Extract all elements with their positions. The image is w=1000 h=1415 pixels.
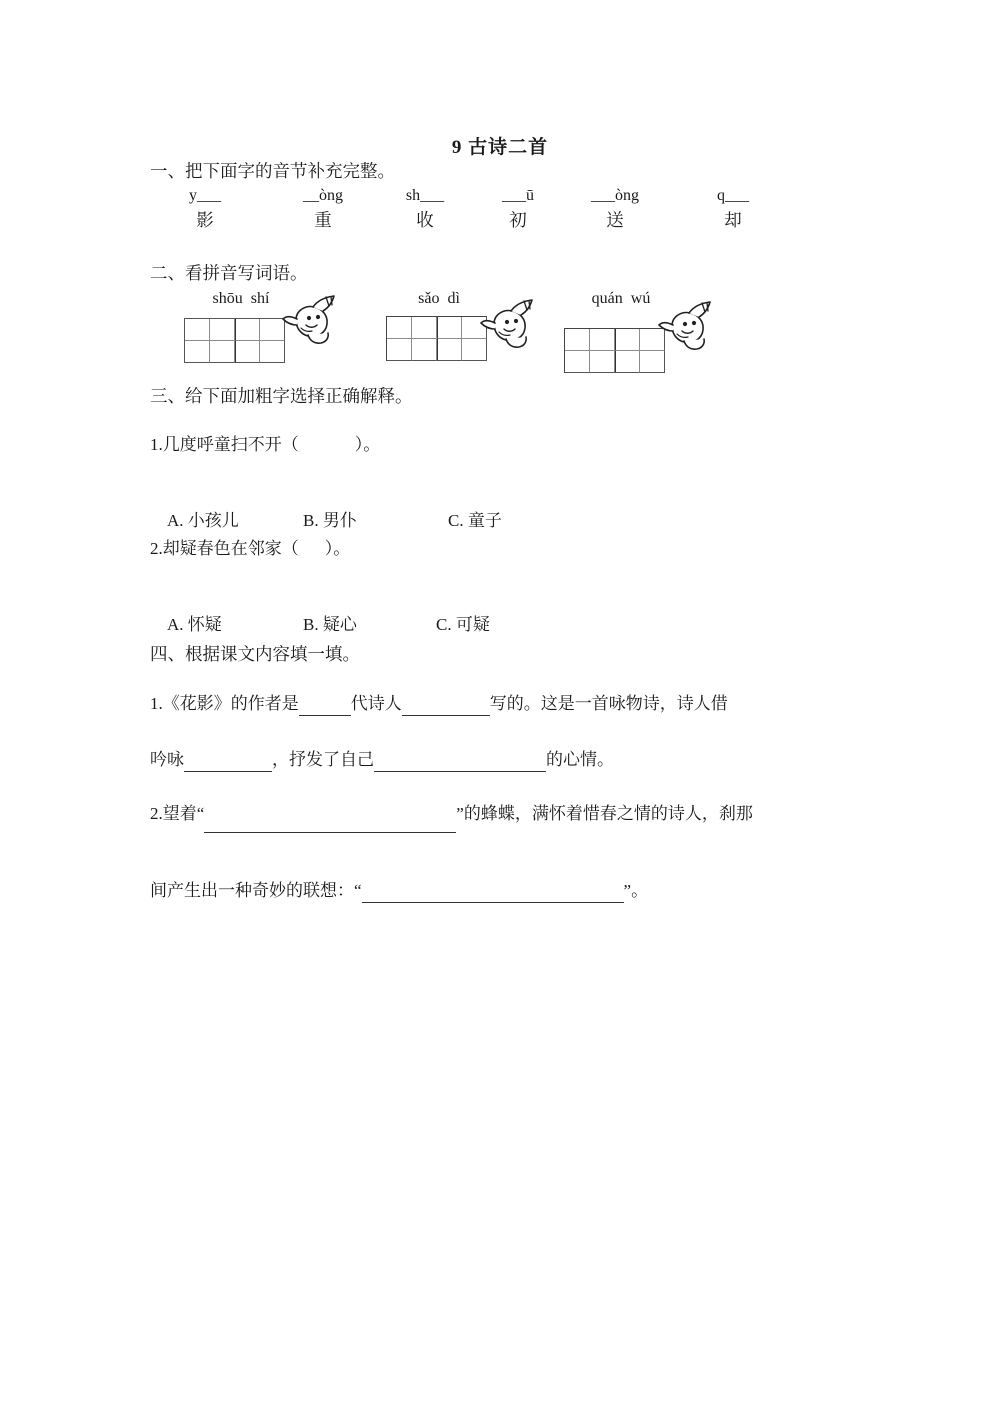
option-c[interactable]: C. 可疑 [436,615,490,634]
grid-cell[interactable] [185,341,210,363]
pinyin-character-3: 收 [416,210,434,230]
grid-cell[interactable] [615,329,640,351]
pinyin-blank-3: sh___ [405,187,445,204]
option-a[interactable]: A. 怀疑 [167,615,222,634]
grid-cell[interactable] [615,351,640,373]
pinyin-blank-6: q___ [717,187,749,204]
question-number: 2. [150,804,163,823]
grid-cell[interactable] [185,319,210,341]
answer-blank[interactable] [184,754,272,772]
answer-blank[interactable] [374,754,546,772]
question-number: 1. [150,694,163,713]
option-b[interactable]: B. 男仆 [303,511,357,530]
write-word-block-1 [170,288,370,388]
q1-text-b: 代诗人 [350,694,402,713]
write-word-pinyin-2: sǎo dì [418,290,460,307]
bird-icon [282,294,344,346]
pinyin-blank-4: ___ū [502,187,534,204]
section-2-heading: 二、看拼音写词语。 [150,263,308,283]
question-stem: 几度呼童扫不开（ [162,435,299,454]
option-a[interactable]: A. 小孩儿 [167,511,239,530]
write-word-pinyin-1: shōu shí [212,290,270,307]
q1-text-d: 吟咏 [150,750,184,769]
option-c[interactable]: C. 童子 [448,511,502,530]
q2-text-a: 望着“ [162,804,205,823]
option-b[interactable]: B. 疑心 [303,615,357,634]
section-4-question-1-line-2 [150,748,614,772]
grid-cell[interactable] [590,351,615,373]
section-1-heading: 一、把下面字的音节补充完整。 [150,161,395,181]
bird-icon [658,300,720,352]
pinyin-item-2 [268,186,378,232]
grid-cell[interactable] [210,341,235,363]
answer-blank[interactable] [362,885,624,903]
writing-grid-1[interactable] [184,318,285,363]
grid-cell[interactable] [210,319,235,341]
section-1-pinyin-row [150,186,870,236]
grid-cell[interactable] [437,339,462,361]
pinyin-blank-1: y___ [189,187,221,204]
grid-cell[interactable] [565,351,590,373]
writing-grid-3[interactable] [564,328,665,373]
pinyin-blank-5: ___òng [591,187,639,204]
pinyin-item-4 [463,186,573,232]
q2-text-d: ”。 [623,881,649,900]
answer-blank[interactable] [402,698,490,716]
q2-text-b: ”的蜂蝶，满怀着惜春之情的诗人，刹那 [456,804,753,823]
section-2-grid-area [150,288,870,388]
answer-blank[interactable] [204,815,456,833]
write-word-pinyin-3: quán wú [591,290,651,307]
pinyin-character-4: 初 [509,210,527,230]
section-4-question-2-line-1 [150,795,862,833]
pinyin-blank-2: __òng [303,187,343,204]
grid-cell[interactable] [387,339,412,361]
pinyin-item-5 [560,186,670,232]
pinyin-character-5: 送 [606,210,624,230]
section-4-question-2-line-2 [150,879,648,903]
grid-cell[interactable] [590,329,615,351]
grid-cell[interactable] [412,339,437,361]
section-4-heading: 四、根据课文内容填一填。 [150,644,360,664]
pinyin-character-1: 影 [196,210,214,230]
grid-cell[interactable] [412,317,437,339]
grid-cell[interactable] [235,341,260,363]
section-3-question-1 [150,433,380,457]
question-number: 1. [150,435,163,454]
writing-grid-2[interactable] [386,316,487,361]
q1-text-a: 《花影》的作者是 [162,694,299,713]
grid-cell[interactable] [565,329,590,351]
question-stem: 却疑春色在邻家（ [162,539,299,558]
section-4-question-1-line-1 [150,692,728,716]
q1-text-c: 写的。这是一首咏物诗，诗人借 [489,694,728,713]
grid-cell[interactable] [235,319,260,341]
pinyin-item-6 [678,186,788,232]
q2-text-c: 间产生出一种奇妙的联想：“ [150,881,362,900]
bird-icon [480,298,542,350]
write-word-block-2 [372,288,572,388]
pinyin-character-6: 却 [724,210,742,230]
pinyin-item-1 [150,186,260,232]
answer-blank[interactable] [299,698,351,716]
grid-cell[interactable] [437,317,462,339]
write-word-block-3 [550,288,750,388]
q1-text-f: 的心情。 [546,750,614,769]
grid-cell[interactable] [387,317,412,339]
question-stem-tail: ）。 [324,539,351,558]
pinyin-character-2: 重 [314,210,332,230]
grid-cell[interactable] [640,351,665,373]
question-stem-tail: ）。 [354,435,381,454]
page-title: 9 古诗二首 [451,137,549,158]
section-3-question-2 [150,537,350,561]
section-3-heading: 三、给下面加粗字选择正确解释。 [150,386,413,406]
question-number: 2. [150,539,163,558]
q1-text-e: ，抒发了自己 [272,750,374,769]
